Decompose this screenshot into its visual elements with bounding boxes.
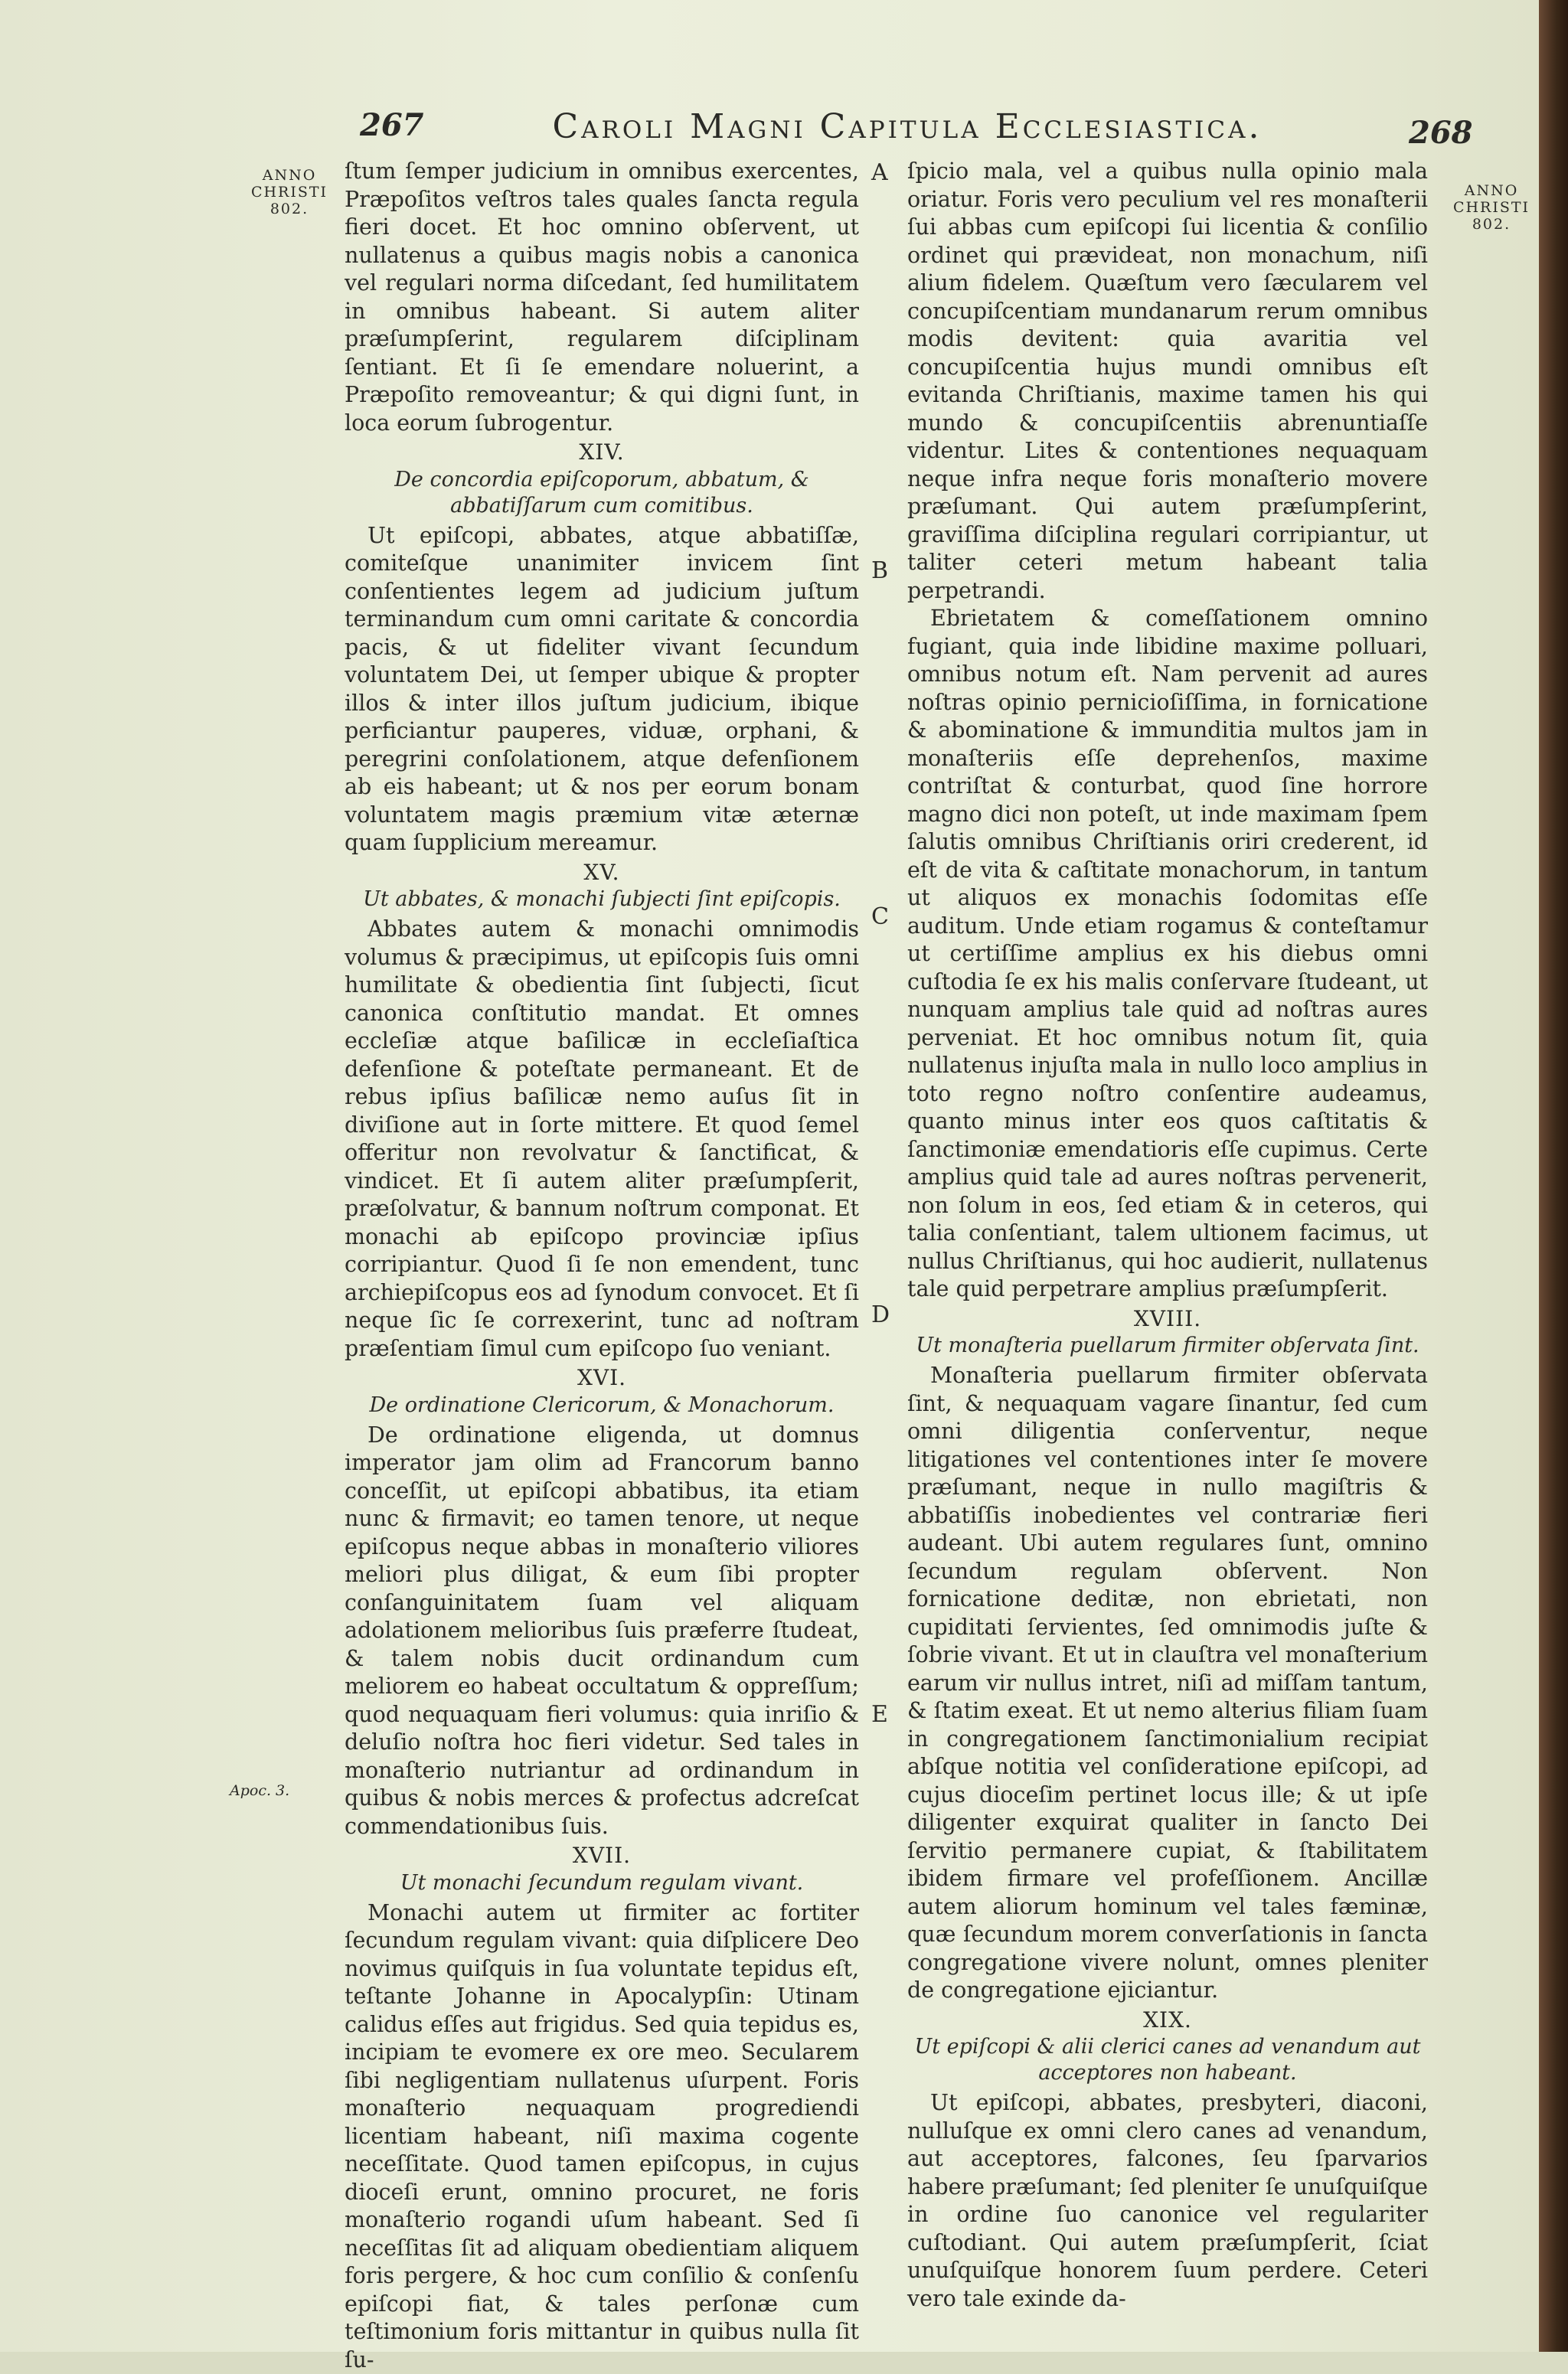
chapter-heading: De concordia epiſcoporum, abbatum, & abbatiſſarum cum comitibus.	[345, 467, 859, 519]
chapter-heading: Ut abbates, & monachi ſubjecti ſint epiſcopis.	[345, 887, 859, 913]
paragraph: Monachi autem ut firmiter ac fortiter ſecundum regulam vivant: quia diſplicere Deo novimus quiſquis in ſua voluntate tepidus eſt, teſtante Johanne in Apocalypſin: Utinam calidus eſſes aut frigidus. Sed quia tepidus es, incipiam te evomere ex ore meo. Secularem ſibi negligentiam nullatenus uſurpent. Foris monaſterio nequaquam progrediendi licentiam habeant, niſi maxima cogente neceſſitate. Quod tamen epiſcopus, in cujus dioceſi erunt, omnino procuret, ne foris monaſterio rogandi uſum habeant. Sed ſi neceſſitas ſit ad aliquam obedientiam aliquem foris pergere, & hoc cum conſilio & conſenſu epiſcopi fiat, & tales perſonæ cum teſtimonium foris mittantur in quibus nulla ſit ſu-	[345, 1899, 859, 2374]
paragraph: Ut epiſcopi, abbates, atque abbatiſſæ, comiteſque unanimiter invicem ſint conſentientes legem ad judicium juſtum terminandum cum omni caritate & concordia pacis, & ut fideliter vivant ſecundum voluntatem Dei, ut ſemper ubique & propter illos & inter illos juſtum judicium, ibique perficiantur pauperes, viduæ, orphani, & peregrini conſolationem, atque defenſionem ab eis habeant; ut & nos per eorum bonam voluntatem magis præmium vitæ æternæ quam ſupplicium mereamur.	[345, 522, 859, 857]
margin-anno: ANNO	[1446, 182, 1537, 199]
paragraph: Ut epiſcopi, abbates, presbyteri, diaconi, nulluſque ex omni clero canes ad venandum, aut acceptores, falcones, ſeu ſparvarios habere præſumant; ſed pleniter ſe unuſquiſque in ordine ſuo canonice vel regulariter cuſtodiant. Qui autem præſumpſerit, ſciat unuſquiſque honorem ſuum perdere. Ceteri vero tale exinde da-	[907, 2089, 1428, 2313]
chapter-number: XVII.	[345, 1842, 859, 1870]
page-number-right: 268	[1409, 115, 1473, 151]
chapter-number: XIV.	[345, 439, 859, 467]
chapter-number: XVI.	[345, 1364, 859, 1393]
chapter-heading: De ordinatione Clericorum, & Monachorum.	[345, 1393, 859, 1419]
section-marker-e: E	[871, 1701, 888, 1728]
margin-year: 802.	[1446, 216, 1537, 233]
chapter-heading: Ut epiſcopi & alii clerici canes ad venandum aut acceptores non habeant.	[907, 2034, 1428, 2086]
left-column	[345, 158, 859, 2301]
book-edge	[1539, 0, 1568, 2352]
margin-anno: ANNO	[243, 167, 335, 184]
margin-note-year-left	[243, 167, 335, 217]
chapter-number: XV.	[345, 859, 859, 887]
section-marker-b: B	[871, 557, 888, 584]
paragraph: ſpicio mala, vel a quibus nulla opinio mala oriatur. Foris vero peculium vel res monaſterii ſui abbas cum epiſcopi ſui licentia & conſilio ordinet qui prævideat, non monachum, niſi alium fidelem. Quæſtum vero ſæcularem vel concupiſcentiam mundanarum rerum omnibus modis devitent: quia avaritia vel concupiſcentia hujus mundi omnibus eſt evitanda Chriſtianis, maxime tamen his qui mundo & concupiſcentiis abrenuntiaſſe videntur. Lites & contentiones nequaquam neque infra neque foris monaſterio movere præſumant. Qui autem præſumpſerint, graviſſima diſciplina regulari corripiantur, ut taliter ceteri metum habeant talia perpetrandi.	[907, 158, 1428, 605]
section-marker-a: A	[871, 159, 888, 186]
chapter-heading: Ut monaſteria puellarum firmiter obſervata ſint.	[907, 1333, 1428, 1359]
margin-reference-apoc: Apoc. 3.	[230, 1782, 289, 1799]
right-column	[907, 158, 1428, 2301]
paragraph: Ebrietatem & comeſſationem omnino fugiant, quia inde libidine maxime polluari, omnibus notum eſt. Nam pervenit ad aures noſtras opinio pernicioſiſſima, in fornicatione & abominatione & immunditia multos jam in monaſteriis eſſe deprehenſos, maxime contriſtat & conturbat, quod ſine horrore magno dici non poteſt, ut inde maximam ſpem ſalutis omnibus Chriſtianis oriri crederent, id eſt de vita & caſtitate monachorum, in tantum ut aliquos ex monachis ſodomitas eſſe auditum. Unde etiam rogamus & conteſtamur ut certiſſime amplius ex his diebus omni cuſtodia ſe ex his malis conſervare ſtudeant, ut nunquam amplius tale quid ad noſtras aures perveniat. Et hoc omnibus notum ſit, quia nullatenus injuſta mala in nullo loco amplius in toto regno noſtro conſentire audeamus, quanto minus inter eos quos caſtitatis & ſanctimoniæ emendatioris eſſe cupimus. Certe amplius quid tale ad aures noſtras pervenerit, non ſolum in eos, ſed etiam & in ceteros, qui talia conſentiant, talem ultionem facimus, ut nullus Chriſtianus, qui hoc audierit, nullatenus tale quid perpetrare amplius præſumpſerit.	[907, 605, 1428, 1304]
page-number-left: 267	[360, 107, 424, 143]
chapter-number: XVIII.	[907, 1305, 1428, 1334]
paragraph: Monaſteria puellarum firmiter obſervata ſint, & nequaquam vagare ſinantur, ſed cum omni diligentia conſerventur, neque litigationes vel contentiones inter ſe movere præſumant, neque in nullo magiſtris & abbatiſſis inobedientes vel contrariæ fieri audeant. Ubi autem regulares ſunt, omnino ſecundum regulam obſervent. Non fornicatione deditæ, non ebrietati, non cupiditati ſervientes, ſed omnimodis juſte & ſobrie vivant. Et ut in clauſtra vel monaſterium earum vir nullus intret, niſi ad miſſam tantum, & ſtatim exeat. Et ut nemo alterius filiam ſuam in congregationem ſanctimonialium recipiat abſque notitia vel conſideratione epiſcopi, ad cujus dioceſim pertinet locus ille; & ut ipſe diligenter exquirat qualiter in ſancto Dei ſervitio permanere cupiat, & ſtabilitatem ibidem firmare vel profeſſionem. Ancillæ autem aliorum hominum vel tales fæminæ, quæ ſecundum morem converſationis in ſancta congregatione vivere nolunt, omnes pleniter de congregatione ejiciantur.	[907, 1362, 1428, 2005]
chapter-number: XIX.	[907, 2007, 1428, 2035]
section-marker-d: D	[871, 1301, 890, 1328]
margin-year: 802.	[243, 201, 335, 217]
running-title: Caroli Magni Capitula Ecclesiastica.	[498, 107, 1317, 146]
margin-christi: CHRISTI	[243, 184, 335, 201]
chapter-heading: Ut monachi ſecundum regulam vivant.	[345, 1870, 859, 1896]
paragraph: Abbates autem & monachi omnimodis volumus & præcipimus, ut epiſcopis ſuis omni humilitate & obedientia ſint ſubjecti, ſicut canonica conſtitutio mandat. Et omnes eccleſiæ atque baſilicæ in eccleſiaſtica defenſione & poteſtate permaneant. Et de rebus ipſius baſilicæ nemo auſus ſit in diviſione aut in ſorte mittere. Et quod ſemel offeritur non revolvatur & ſanctificat, & vindicet. Et ſi autem aliter præſumpſerit, præſolvatur, & bannum noſtrum componat. Et monachi ab epiſcopo provinciæ ipſius corripiantur. Quod ſi ſe non emendent, tunc archiepiſcopus eos ad ſynodum convocet. Et ſi neque ſic ſe correxerint, tunc ad noſtram præſentiam ſimul cum epiſcopo ſuo veniant.	[345, 916, 859, 1363]
page-header	[0, 107, 1539, 161]
section-marker-c: C	[871, 903, 889, 930]
paragraph: De ordinatione eligenda, ut domnus imperator jam olim ad Francorum banno conceſſit, ut epiſcopi abbatibus, ita etiam nunc & firmavit; eo tamen tenore, ut neque epiſcopus neque abbas in monaſterio viliores meliori plus diligat, & eum ſibi propter conſanguinitatem ſuam vel aliquam adolationem melioribus ſuis præferre ſtudeat, & talem nobis ducit ordinandum cum meliorem eo habeat occultatum & oppreſſum; quod nequaquam fieri volumus: quia inriſio & deluſio noſtra hoc fieri videtur. Sed tales in monaſterio nutriantur ad ordinandum in quibus & nobis merces & profectus adcreſcat commendationibus ſuis.	[345, 1422, 859, 1841]
paragraph: ſtum ſemper judicium in omnibus exercentes, Præpoſitos veſtros tales quales ſancta regula fieri docet. Et hoc omnino obſervent, ut nullatenus a quibus magis nobis a canonica vel regulari norma diſcedant, ſed humilitatem in omnibus habeant. Si autem aliter præſumpſerint, regularem diſciplinam ſentiant. Et ſi ſe emendare noluerint, a Præpoſito removeantur; & qui digni ſunt, in loca eorum ſubrogentur.	[345, 158, 859, 437]
margin-christi: CHRISTI	[1446, 199, 1537, 216]
margin-note-year-right	[1446, 182, 1537, 233]
